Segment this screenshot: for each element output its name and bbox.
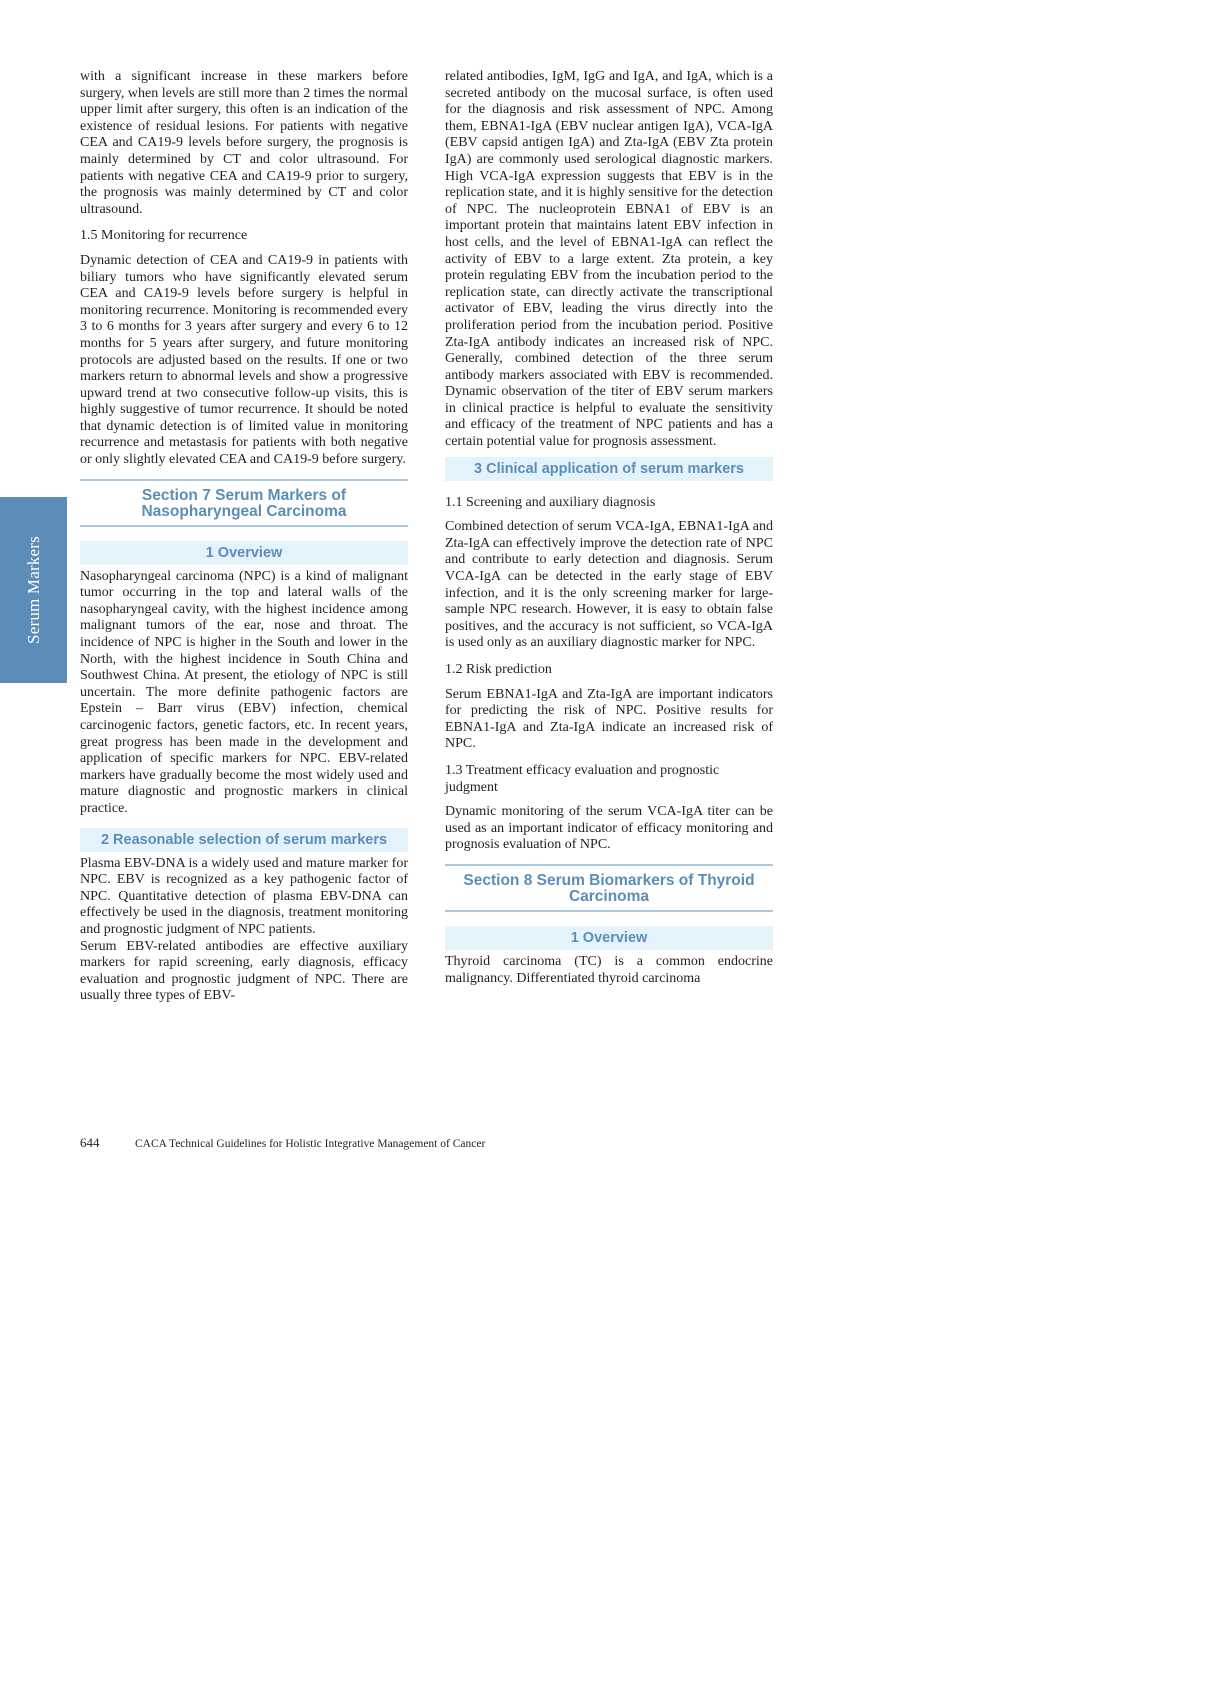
paragraph-npc-overview: Nasopharyngeal carcinoma (NPC) is a kind of malignant tumor occurring in the top and lateral walls of the nasopharyngeal cavity, with the highest incidence among malignant tumors of the ear, nose and throat. The incidence of NPC is higher in the South and lower in the North, with the highest incidence in South China and Southwest China. At present, the etiology of NPC is still uncertain. The more definite pathogenic factors are Epstein – Barr virus (EBV) infection, chemical carcinogenic factors, genetic factors, etc. In recent years, great progress has been made in the development and application of specific markers for NPC. EBV-related markers have gradually become the most widely used and mature diagnostic and prognostic markers in clinical practice. — [80, 568, 408, 816]
paragraph-risk-prediction: Serum EBNA1-IgA and Zta-IgA are important indicators for predicting the risk of NPC. Positive results for EBNA1-IgA and Zta-IgA indicate an increased risk of NPC. — [445, 686, 773, 752]
serum-marker-selection-heading: 2 Reasonable selection of serum markers — [80, 828, 408, 852]
paragraph-intro: with a significant increase in these markers before surgery, when levels are still more than 2 times the normal upper limit after surgery, this often is an indication of the existence of residual lesions. For patients with negative CEA and CA19-9 levels before surgery, the prognosis is mainly determined by CT and color ultrasound. For patients with negative CEA and CA19-9 prior to surgery, the prognosis was mainly determined by CT and color ultrasound. — [80, 69, 408, 217]
book-title: CACA Technical Guidelines for Holistic Integrative Management of Cancer — [135, 1138, 486, 1150]
subheading-monitoring-recurrence: 1.5 Monitoring for recurrence — [80, 228, 248, 244]
paragraph-efficacy: Dynamic monitoring of the serum VCA-IgA titer can be used as an important indicator of efficacy monitoring and prognosis evaluation of NPC. — [445, 804, 773, 853]
section-7-title: Section 7 Serum Markers of Nasopharyngeal Carcinoma — [80, 479, 408, 527]
paragraph-serum-ebv-antibodies: Serum EBV-related antibodies are effective auxiliary markers for rapid screening, early diagnosis, efficacy evaluation and prognostic judgment of NPC. There are usually three types of EBV- — [80, 938, 408, 1004]
paragraph-thyroid-overview: Thyroid carcinoma (TC) is a common endocrine malignancy. Differentiated thyroid carcinoma — [445, 953, 773, 986]
page-footer — [80, 1136, 485, 1151]
clinical-application-heading: 3 Clinical application of serum markers — [445, 457, 773, 481]
paragraph-screening: Combined detection of serum VCA-IgA, EBNA1-IgA and Zta-IgA can effectively improve the detection rate of NPC and contribute to early detection and diagnosis. Serum VCA-IgA can be detected in the early stage of EBV infection, and it is the only screening marker for large-sample NPC research. However, it is easy to obtain false positives, and the accuracy is not sufficient, so VCA-IgA is used only as an auxiliary diagnostic marker for NPC. — [445, 519, 773, 651]
side-tab-label: Serum Markers — [23, 536, 43, 644]
side-tab — [0, 497, 67, 683]
subheading-screening: 1.1 Screening and auxiliary diagnosis — [445, 494, 656, 510]
thyroid-overview-heading: 1 Overview — [445, 926, 773, 950]
paragraph-ebv-antibodies: related antibodies, IgM, IgG and IgA, and IgA, which is a secreted antibody on the mucosal surface, is often used for the diagnosis and risk assessment of NPC. Among them, EBNA1-IgA (EBV nuclear antigen IgA), VCA-IgA (EBV capsid antigen IgA) and Zta-IgA (EBV Zta protein IgA) are commonly used serological diagnostic markers. High VCA-IgA expression suggests that EBV is in the replication state, and it is highly sensitive for the detection of NPC. The nucleoprotein EBNA1 of EBV is an important protein that maintains latent EBV infection in host cells, and the level of EBNA1-IgA can reflect the activity of EBV to a large extent. Zta protein, a key protein regulating EBV from the incubation period to the replication state, can directly activate the transcriptional activator of EBV, leading the virus directly into the proliferation period from the incubation period. Positive Zta-IgA antibody indicates an increased risk of NPC. Generally, combined detection of the three serum antibody markers associated with EBV is recommended. Dynamic observation of the titer of EBV serum markers in clinical practice is helpful to evaluate the sensitivity and efficacy of the treatment of NPC patients and has a certain potential value for prognosis assessment. — [445, 69, 773, 450]
page-number: 644 — [80, 1135, 100, 1150]
subheading-efficacy: 1.3 Treatment efficacy evaluation and prognostic judgment — [445, 762, 720, 795]
paragraph-monitoring: Dynamic detection of CEA and CA19-9 in patients with biliary tumors who have significantly elevated serum CEA and CA19-9 levels before surgery is helpful in monitoring recurrence. Monitoring is recommended every 3 to 6 months for 3 years after surgery and every 6 to 12 months for 5 years after surgery, and future monitoring protocols are adjusted based on the results. If one or two markers return to abnormal levels and show a progressive upward trend at two consecutive follow-up visits, this is highly suggestive of tumor recurrence. It should be noted that dynamic detection is of limited value in monitoring recurrence and metastasis for patients with both negative or only slightly elevated CEA and CA19-9 before surgery. — [80, 252, 408, 468]
overview-heading: 1 Overview — [80, 541, 408, 565]
subheading-risk-prediction: 1.2 Risk prediction — [445, 662, 552, 677]
right-column — [445, 69, 773, 987]
section-8-title: Section 8 Serum Biomarkers of Thyroid Carcinoma — [445, 864, 773, 912]
paragraph-plasma-ebv-dna: Plasma EBV-DNA is a widely used and mature marker for NPC. EBV is recognized as a key pathogenic factor of NPC. Quantitative detection of plasma EBV-DNA can effectively be used in the diagnosis, treatment monitoring and prognostic judgment of NPC patients. — [80, 855, 408, 937]
left-column — [80, 69, 408, 1005]
